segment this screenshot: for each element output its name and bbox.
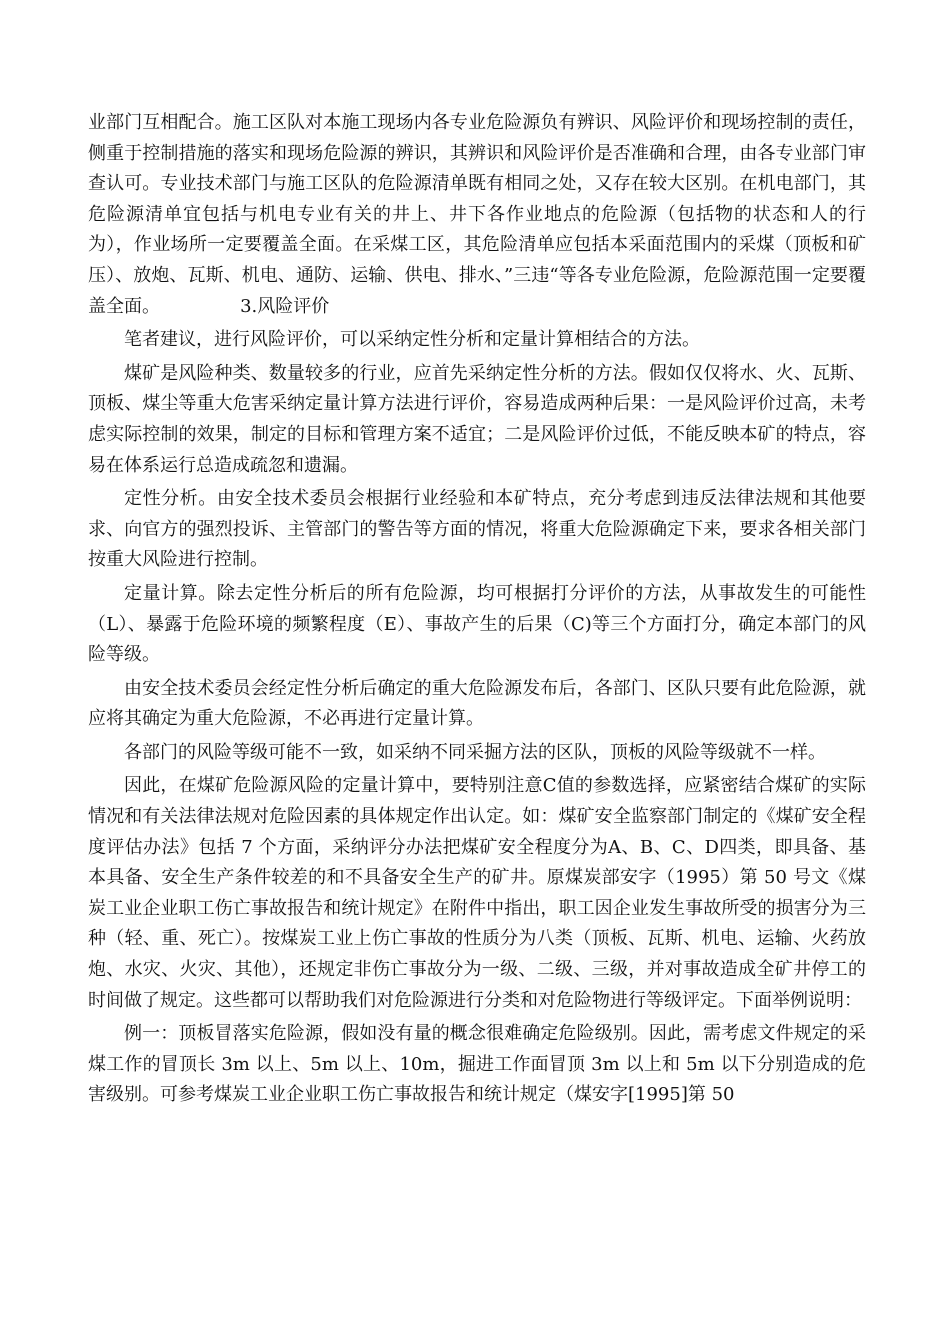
paragraph-quantitative-calculation: 定量计算。除去定性分析后的所有危险源，均可根据打分评价的方法，从事故发生的可能性（L）、暴露于危险环境的频繁程度（E）、事故产生的后果（C)等三个方面打分，确定本部门的风险等级。 <box>88 582 866 666</box>
paragraph-qualitative-first: 煤矿是风险种类、数量较多的行业，应首先采纳定性分析的方法。假如仅仅将水、火、瓦斯、顶板、煤尘等重大危害采纳定量计算方法进行评价，容易造成两种后果：一是风险评价过高，未考虑实际控制的效果，制定的目标和管理方案不适宜；二是风险评价过低，不能反映本矿的特点，容易在体系运行总造成疏忽和遗漏。 <box>88 362 866 476</box>
paragraph-example-one: 例一：顶板冒落实危险源，假如没有量的概念很难确定危险级别。因此，需考虑文件规定的采煤工作的冒顶长 3m 以上、5m 以上、10m，掘进工作面冒顶 3m 以上和 5m 以下分别造成的危害级别。可参考煤炭工业企业职工伤亡事故报告和统计规定（煤安字[1995]第 50 <box>88 1023 866 1106</box>
paragraph-suggestion: 笔者建议，进行风险评价，可以采纳定性分析和定量计算相结合的方法。 <box>124 329 700 351</box>
paragraph-continuation: 业部门互相配合。施工区队对本施工现场内各专业危险源负有辨识、风险评价和现场控制的责任，侧重于控制措施的落实和现场危险源的辨识，其辨识和风险评价是否准确和合理，由各专业部门审查认可。专业技术部门与施工区队的危险源清单既有相同之处，又存在较大区别。在机电部门，其危险源清单宜包括与机电专业有关的井上、井下各作业地点的危险源（包括物的状态和人的行为），作业场所一定要覆盖全面。在采煤工区，其危险清单应包括本采面范围内的采煤（顶板和矿压）、放炮、瓦斯、机电、通防、运输、供电、排水、”三违“等各专业危险源，危险源范围一定要覆盖全面。 3.风险评价 <box>88 112 866 317</box>
paragraph-c-value-selection: 因此，在煤矿危险源风险的定量计算中，要特别注意C值的参数选择，应紧密结合煤矿的实际情况和有关法律法规对危险因素的具体规定作出认定。如：煤矿安全监察部门制定的《煤矿安全程度评估办法》包括 7 个方面，采纳评分办法把煤矿安全程度分为A、B、C、D四类，即具备、基本具备、安全生产条件较差的和不具备安全生产的矿井。原煤炭部安字（1995）第 50 号文《煤炭工业企业职工伤亡事故报告和统计规定》在附件中指出，职工因企业发生事故所受的损害分为三种（轻、重、死亡）。按煤炭工业上伤亡事故的性质分为八类（顶板、瓦斯、机电、运输、火药放炮、水灾、火灾、其他），还规定非伤亡事故分为一级、二级、三级，并对事故造成全矿井停工的时间做了规定。这些都可以帮助我们对危险源进行分类和对危险物进行等级评定。下面举例说明： <box>88 775 866 1011</box>
paragraph-major-hazard-release: 由安全技术委员会经定性分析后确定的重大危险源发布后，各部门、区队只要有此危险源，就应将其确定为重大危险源，不必再进行定量计算。 <box>88 677 866 730</box>
document-page <box>88 108 866 1111</box>
paragraph-qualitative-analysis: 定性分析。由安全技术委员会根据行业经验和本矿特点，充分考虑到违反法律法规和其他要求、向官方的强烈投诉、主管部门的警告等方面的情况，将重大危险源确定下来，要求各相关部门按重大风险进行控制。 <box>88 488 866 571</box>
paragraph-risk-level-difference: 各部门的风险等级可能不一致，如采纳不同采掘方法的区队，顶板的风险等级就不一样。 <box>124 741 826 763</box>
